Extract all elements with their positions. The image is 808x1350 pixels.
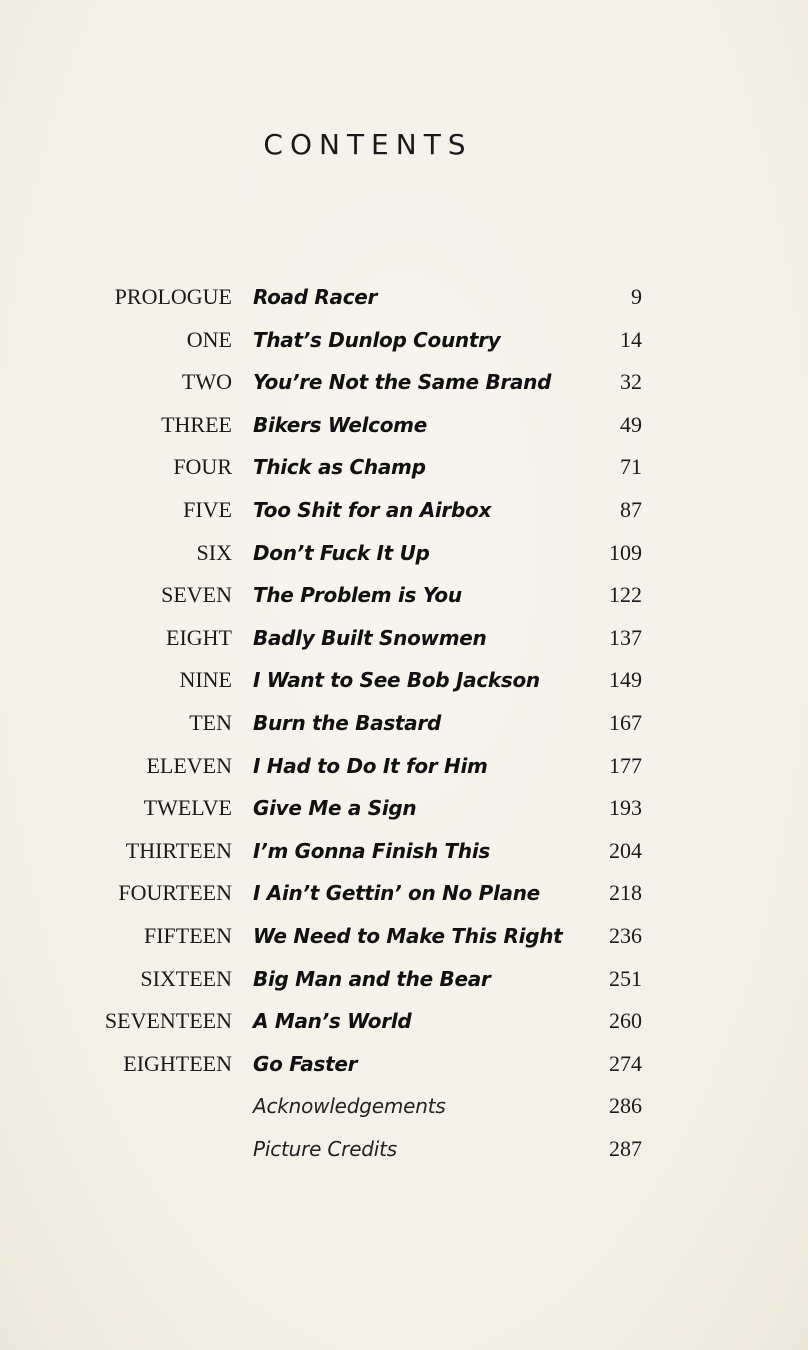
chapter-label: ONE xyxy=(186,326,232,352)
page-number: 251 xyxy=(609,965,642,991)
toc-entry-eighteen xyxy=(0,1047,808,1090)
toc-entry-prologue xyxy=(0,280,808,323)
chapter-title: Badly Built Snowmen xyxy=(253,625,487,650)
chapter-title: We Need to Make This Right xyxy=(253,923,563,948)
toc-entry-seven xyxy=(0,578,808,621)
chapter-title: The Problem is You xyxy=(253,583,462,608)
page-number: 167 xyxy=(609,709,642,735)
toc-entry-nine xyxy=(0,663,808,706)
contents-heading: CONTENTS xyxy=(263,128,473,161)
page-number: 218 xyxy=(609,880,642,906)
chapter-title: A Man’s World xyxy=(253,1009,412,1034)
toc-entry-four xyxy=(0,450,808,493)
chapter-title: Road Racer xyxy=(253,285,378,309)
chapter-label: FOURTEEN xyxy=(118,880,232,906)
page-number: 109 xyxy=(609,539,642,565)
toc-entry-fourteen xyxy=(0,876,808,919)
chapter-title: I’m Gonna Finish This xyxy=(253,838,490,863)
chapter-title: Don’t Fuck It Up xyxy=(253,540,430,565)
table-of-contents xyxy=(0,280,808,1174)
toc-entry-three xyxy=(0,408,808,451)
page-number: 122 xyxy=(609,582,642,608)
chapter-label: NINE xyxy=(179,667,232,693)
chapter-label: FIFTEEN xyxy=(144,922,232,948)
page-number: 71 xyxy=(620,454,642,480)
chapter-label: PROLOGUE xyxy=(114,284,232,309)
chapter-label: TWO xyxy=(181,369,232,395)
page-number: 149 xyxy=(609,667,642,693)
page-number: 9 xyxy=(631,284,642,309)
toc-entry-one xyxy=(0,323,808,366)
page-number: 32 xyxy=(620,369,642,395)
chapter-label: SIX xyxy=(196,539,232,565)
chapter-label: SIXTEEN xyxy=(140,965,232,991)
toc-entry-five xyxy=(0,493,808,536)
chapter-label: FOUR xyxy=(173,454,232,480)
toc-entry-ten xyxy=(0,706,808,749)
back-matter-title: Acknowledgements xyxy=(253,1094,446,1119)
chapter-label: TWELVE xyxy=(143,795,232,821)
chapter-title: Thick as Champ xyxy=(253,455,426,480)
page-number: 204 xyxy=(609,837,642,863)
page-number: 177 xyxy=(609,752,642,778)
toc-entry-sixteen xyxy=(0,962,808,1005)
chapter-label: FIVE xyxy=(183,496,232,522)
chapter-title: Burn the Bastard xyxy=(253,710,441,735)
chapter-title: That’s Dunlop Country xyxy=(253,327,501,352)
toc-entry-acknowledgements xyxy=(0,1089,808,1132)
chapter-title: You’re Not the Same Brand xyxy=(253,370,552,395)
toc-entry-twelve xyxy=(0,791,808,834)
page-number: 49 xyxy=(620,411,642,437)
chapter-label: THIRTEEN xyxy=(125,837,232,863)
page-number: 137 xyxy=(609,624,642,650)
toc-entry-fifteen xyxy=(0,919,808,962)
chapter-title: I Had to Do It for Him xyxy=(253,753,488,778)
toc-entry-picture-credits xyxy=(0,1132,808,1175)
page-number: 236 xyxy=(609,922,642,948)
page-number: 260 xyxy=(609,1008,642,1034)
chapter-label: SEVEN xyxy=(161,582,232,608)
page-number: 14 xyxy=(620,326,642,352)
chapter-label: EIGHT xyxy=(166,624,232,650)
chapter-title: Go Faster xyxy=(253,1051,358,1076)
chapter-label: ELEVEN xyxy=(146,752,232,778)
chapter-label: EIGHTEEN xyxy=(123,1050,232,1076)
chapter-title: I Want to See Bob Jackson xyxy=(253,668,540,693)
toc-entry-eight xyxy=(0,621,808,664)
toc-entry-six xyxy=(0,536,808,579)
toc-entry-seventeen xyxy=(0,1004,808,1047)
page-number: 193 xyxy=(609,795,642,821)
chapter-label: SEVENTEEN xyxy=(104,1008,232,1034)
chapter-title: I Ain’t Gettin’ on No Plane xyxy=(253,881,540,906)
toc-entry-two xyxy=(0,365,808,408)
page-number: 87 xyxy=(620,496,642,522)
chapter-label: THREE xyxy=(161,411,232,437)
page-number: 287 xyxy=(609,1135,642,1161)
chapter-title: Big Man and the Bear xyxy=(253,966,491,991)
chapter-title: Bikers Welcome xyxy=(253,412,427,437)
chapter-title: Give Me a Sign xyxy=(253,796,417,821)
page-number: 274 xyxy=(609,1050,642,1076)
page-number: 286 xyxy=(609,1093,642,1119)
back-matter-title: Picture Credits xyxy=(253,1136,398,1161)
toc-entry-eleven xyxy=(0,749,808,792)
chapter-label: TEN xyxy=(189,709,232,735)
toc-entry-thirteen xyxy=(0,834,808,877)
chapter-title: Too Shit for an Airbox xyxy=(253,497,492,522)
